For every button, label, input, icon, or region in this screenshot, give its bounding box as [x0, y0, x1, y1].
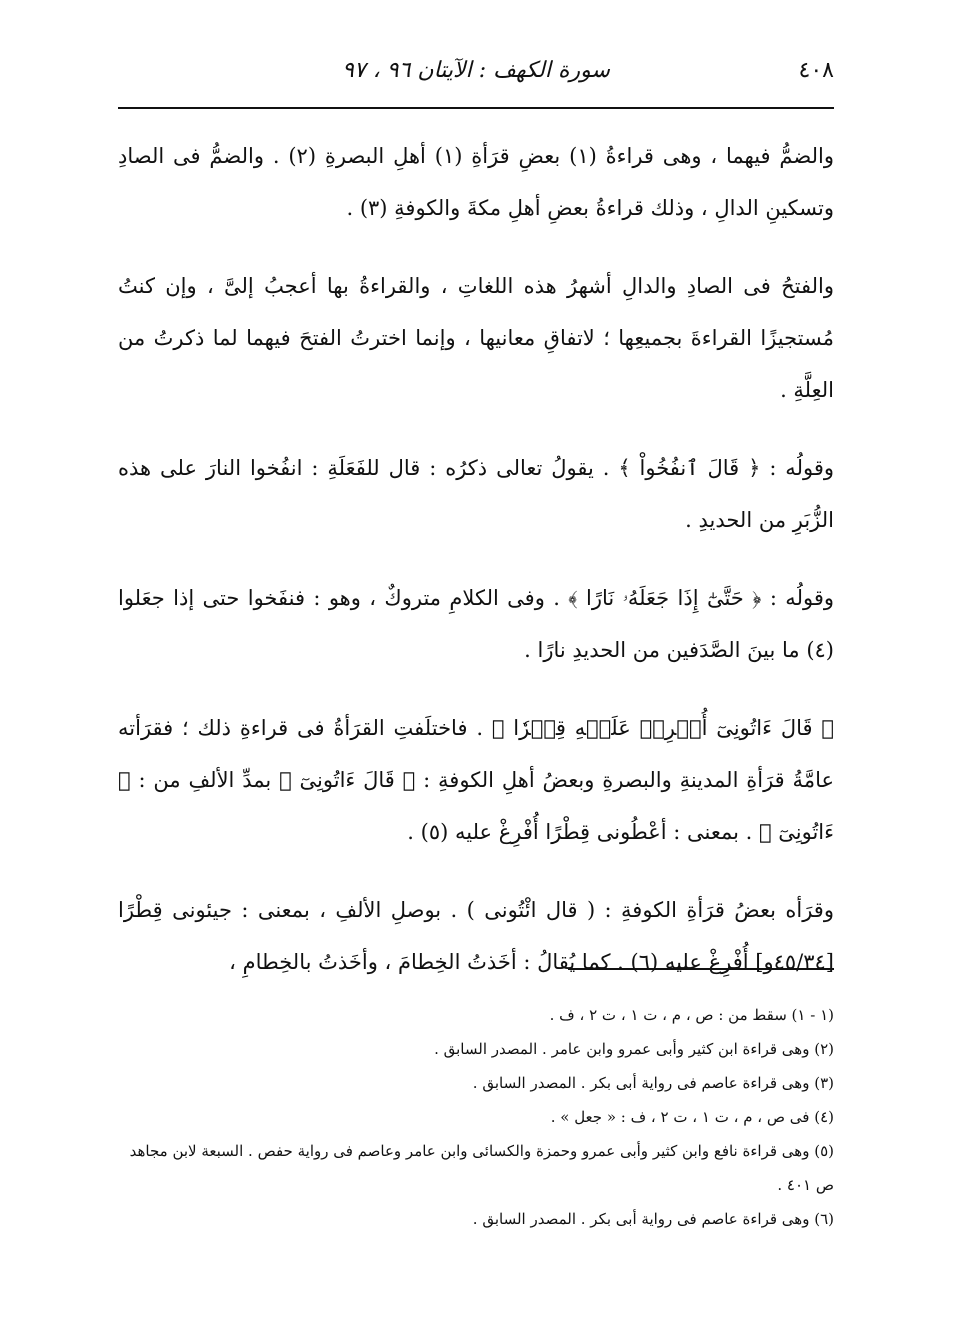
paragraph: والضمُّ فيهما ، وهى قراءةُ (١) بعضِ قرَأةِ (١) أهلِ البصرةِ (٢) . والضمُّ فى الصادِ وتسكينِ الدالِ ، وذلك قراءةُ بعضِ أهلِ مكةَ والكوفةِ (٣) .: [118, 144, 834, 220]
running-title: سورة الكهف : الآيتان ٩٦ ، ٩٧: [342, 58, 610, 83]
footnotes: [118, 998, 834, 1236]
footnote-separator: [568, 968, 834, 970]
paragraph: والفتحُ فى الصادِ والدالِ أشهرُ هذه اللغاتِ ، والقراءةُ بها أعجبُ إلىَّ ، وإن كنتُ مُستجيزًا القراءةَ بجميعِها ؛ لاتفاقِ معانيها ، وإنما اخترتُ الفتحَ فيهما لما ذكرتُ من العِلَّةِ .: [118, 274, 834, 402]
footnote: (٦) وهى قراءة عاصم فى رواية أبى بكر . المصدر السابق .: [472, 1210, 834, 1228]
page-number: ٤٠٨: [798, 58, 834, 83]
footnote: (٣) وهى قراءة عاصم فى رواية أبى بكر . المصدر السابق .: [472, 1074, 834, 1092]
footnote: (١ - ١) سقط من : ص ، م ، ت ١ ، ت ٢ ، ف .: [549, 1006, 834, 1024]
paragraph: وقرَأه بعضُ قرَأةِ الكوفةِ : ( قال ائْتُونى ) . بوصلِ الألفِ ، بمعنى : جيئونى قِطْرًا [٤٥/٣٤و] أُفْرِغْ عليه (٦) . كما يُقالُ : أخَذتُ الخِطامَ ، وأخَذتُ بالخِطامِ ،: [118, 898, 834, 974]
footnote: (٤) فى ص ، م ، ت ١ ، ت ٢ ، ف : « جعل » .: [550, 1108, 834, 1126]
paragraph: وقولُه : ﴿ قَالَ ٱنفُخُواْ ﴾ . يقولُ تعالى ذكرُه : قال للفَعَلَةِ : انفُخوا النارَ على هذه الزُّبَرِ من الحديدِ .: [118, 456, 834, 532]
paragraph: ﴿ قَالَ ءَاتُونِىٓ أُفۡرِغۡ عَلَيۡهِ قِطۡرٗا ﴾ . فاختلَفتِ القرَأةُ فى قراءةِ ذلك ؛ فقرَأته عامَّةُ قرَأةِ المدينةِ والبصرةِ وبعضُ أهلِ الكوفةِ : ﴿ قَالَ ءَاتُونِىٓ ﴾ بمدِّ الألفِ من : ﴿ ءَاتُونِىٓ ﴾ . بمعنى : أعْطُونى قِطْرًا أُفْرِغْ عليه (٥) .: [118, 716, 834, 844]
paragraph: وقولُه : ﴿ حَتَّىٰٓ إِذَا جَعَلَهُۥ نَارًا ﴾ . وفى الكلامِ متروكٌ ، وهو : فنفَخوا حتى إذا جعَلوا (٤) ما بينَ الصَّدَفين من الحديدِ نارًا .: [118, 586, 834, 662]
footnote: (٢) وهى قراءة ابن كثير وأبى عمرو وابن عامر . المصدر السابق .: [434, 1040, 834, 1058]
footnote: (٥) وهى قراءة نافع وابن كثير وأبى عمرو وحمزة والكسائى وابن عامر وعاصم فى رواية حفص . السبعة لابن مجاهد ص ٤٠١ .: [129, 1142, 834, 1194]
page-header: [118, 58, 834, 92]
header-rule: [118, 107, 834, 109]
main-text: [118, 130, 834, 1014]
